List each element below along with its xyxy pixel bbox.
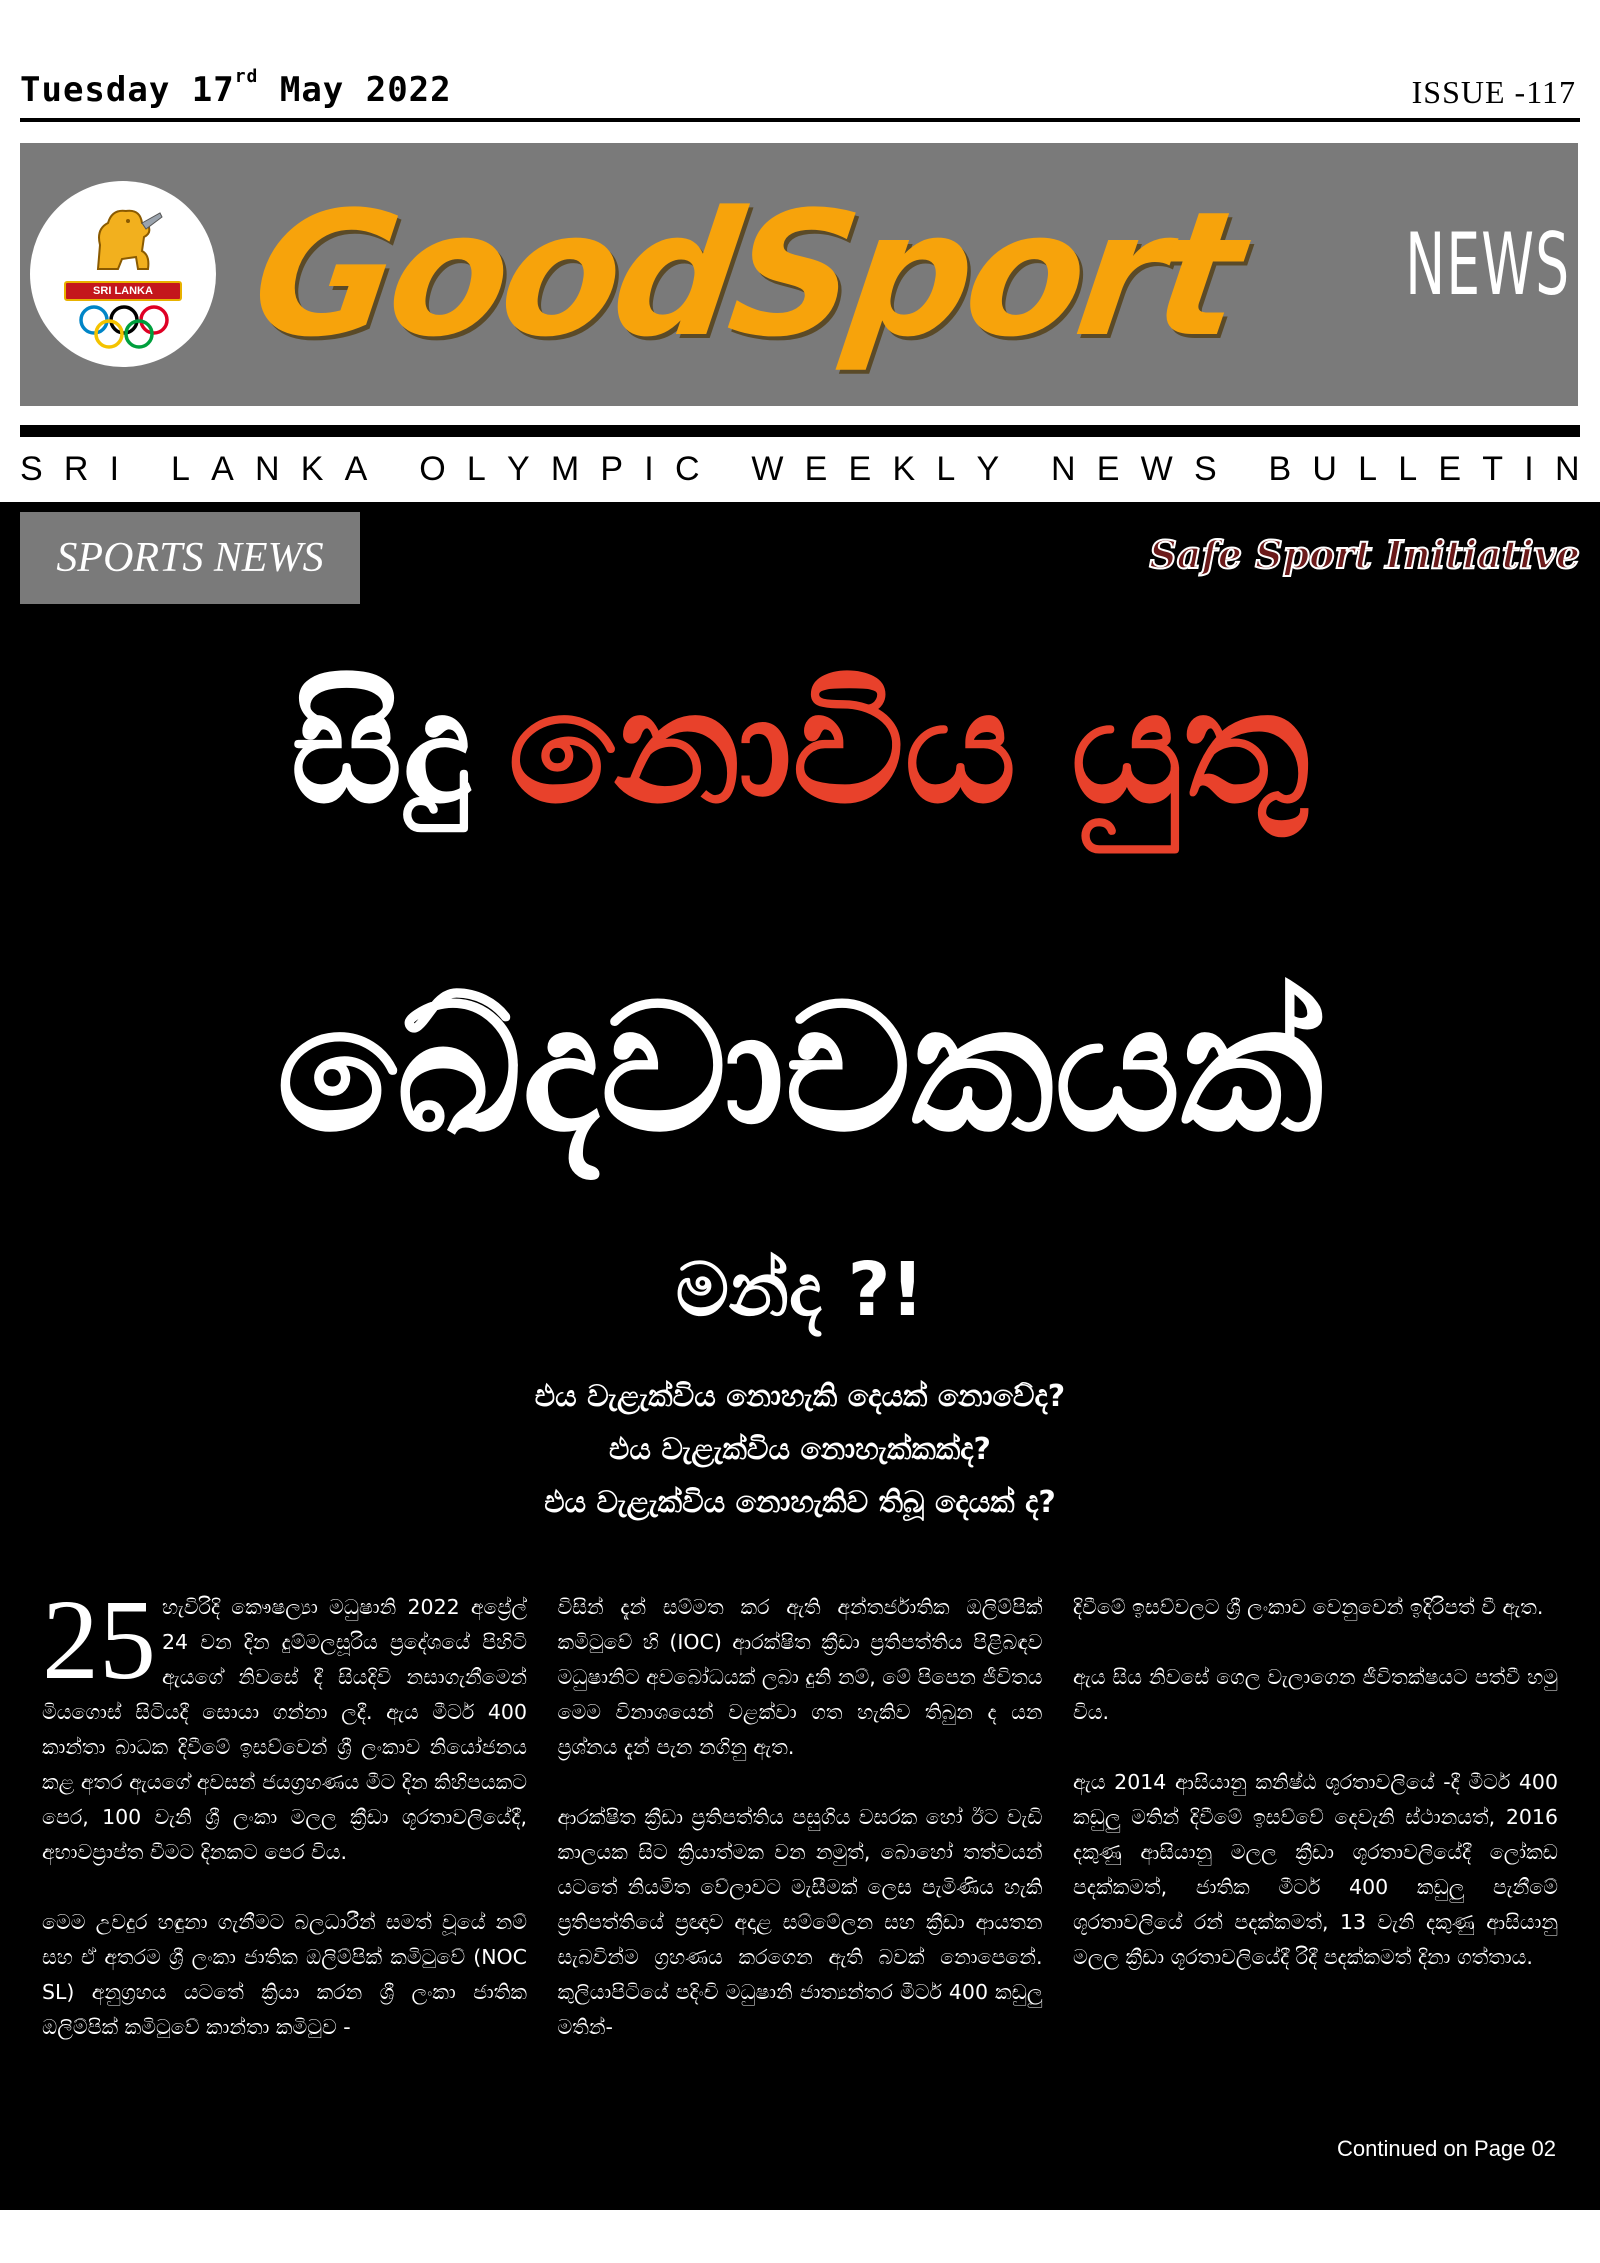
tagline-letter: E: [848, 450, 872, 488]
bottom-margin: [0, 2210, 1600, 2263]
article-paragraph: ඇය සිය නිවසේ ගෙල වැලාගෙන ජීවිතක්ෂයට පත්වී හමු විය.: [1073, 1665, 1558, 1724]
tagline-letter: A: [344, 450, 368, 488]
tagline-letter: [140, 450, 149, 489]
issue-date: [20, 66, 452, 110]
tagline-letter: C: [674, 450, 700, 488]
tagline-letter: [1238, 450, 1247, 489]
tagline-letter: L: [1358, 450, 1378, 488]
tagline-letter: A: [211, 450, 234, 488]
tagline-letter: [721, 450, 730, 489]
tagline-letter: B: [1268, 450, 1292, 488]
tagline-letter: W: [1140, 450, 1173, 488]
headline-white-word: සිදු: [290, 656, 472, 838]
tagline-letter: T: [1482, 450, 1504, 488]
article-paragraph: දිවීමේ ඉසව්වලට ශ්‍රී ලංකාව වෙනුවෙන් ඉදිරිපත් වී ඇත.: [1073, 1595, 1544, 1619]
tagline-letter: L: [1398, 450, 1418, 488]
tagline-letter: E: [1096, 450, 1120, 488]
masthead-rule: [20, 425, 1580, 437]
article-paragraph: ආරක්ෂිත ක්‍රීඩා ප්‍රතිපත්තිය පසුගිය වසරක හෝ ඊට වැඩි කාලයක සිට ක්‍රියාත්මක වන නමුත්, බොහෝ තත්වයන් යටතේ නියමිත වේලාවට මැසීමක් ලෙස පැමිණිය හැකි ප්‍රතිපත්තියේ ප්‍රඥාව අදාළ සම්මේලන සහ ක්‍රීඩා ආයතන සැබවින්ම ග්‍රහණය කරගෙන ඇති බවක් නොපෙනේ. කුලියාපිටියේ පදිංචි මධුෂානි ජාත්‍යන්තර මීටර් 400 කඩුලු මතින්-: [557, 1805, 1043, 2039]
date-rest: May 2022: [258, 70, 452, 110]
tagline-letter: K: [892, 450, 916, 488]
tagline-letter: W: [751, 450, 784, 488]
tagline-letter: E: [1438, 450, 1462, 488]
subhead-line: එය වැළැක්විය නොහැකිව තිබූ දෙයක් ද?: [544, 1485, 1056, 1520]
tagline-letter: S: [1193, 450, 1217, 488]
continued-link[interactable]: Continued on Page 02: [1337, 2136, 1556, 2161]
dropcap: 25: [42, 1576, 156, 1703]
article-column-1: [42, 1576, 527, 2080]
headline-line-2: ඛේදවාචකයක්: [276, 966, 1324, 1171]
article-column-3: [1073, 1590, 1558, 2080]
paragraph-text: හැවිරිදි කෞෂල්‍යා මධුෂානි 2022 අප්‍රේල් 24 වන දින දුම්මලසූරිය ප්‍රදේශයේ පිහිටි ඇයගේ නිවසේ දී සියදිවි නසාගැනීමෙන් මියගොස් සිටියදී සොයා ගන්නා ලදී. ඇය මීටර් 400 කාන්තා බාධක දිවීමේ ඉසව්වෙන් ශ්‍රී ලංකාව නියෝජනය කළ අතර ඇයගේ අවසන් ජයග්‍රහණය මීට දින කිහිපයකට පෙර, 100 වැනි ශ්‍රී ලංකා මලල ක්‍රීඩා ශූරතාවලියේදී, අභාවප්‍රාප්ත වීමට දිනකට පෙර විය.: [42, 1595, 527, 1864]
tagline-letter: L: [936, 450, 956, 488]
brand-news-label: NEWS: [1404, 215, 1570, 315]
tagline-letter: N: [254, 450, 280, 488]
tagline-letter: I: [1524, 450, 1534, 488]
tagline-letter: I: [109, 450, 120, 488]
tagline-letter: Y: [976, 450, 1000, 488]
tagline-letter: L: [466, 450, 486, 488]
article-column-2: [558, 1590, 1043, 2080]
tagline-letter: M: [550, 450, 580, 488]
lion-icon: [78, 199, 168, 281]
masthead: [20, 143, 1578, 406]
tagline-letter: N: [1554, 450, 1580, 488]
article-paragraph: මෙම උවදුර හඳුනා ගැනීමට බලධාරීන් සමත් වූයේ නම් සහ ඒ අතරම ශ්‍රී ලංකා ජාතික ඔලිම්පික් කමිටුවේ (NOC SL) අනුග්‍රහය යටතේ ක්‍රියා කරන ශ්‍රී ලංකා ජාතික ඔලිම්පික් කමිටුවේ කාන්තා කමිටුව -: [42, 1910, 527, 2039]
tagline-letter: K: [300, 450, 324, 488]
tagline-letter: E: [804, 450, 828, 488]
sri-lanka-band: SRI LANKA: [64, 281, 182, 301]
top-rule: [20, 118, 1580, 122]
tagline-letter: P: [600, 450, 624, 488]
tagline: [20, 450, 1580, 489]
subhead-lines: [0, 1370, 1600, 1529]
subhead-line: එය වැළැක්විය නොහැක්කක්ද?: [609, 1432, 991, 1467]
subhead-question: මන්ද ?!: [675, 1247, 925, 1333]
tagline-letter: S: [20, 450, 43, 488]
olympic-rings-icon: [74, 303, 174, 353]
article-columns: [42, 1576, 1558, 2080]
tagline-letter: N: [1051, 450, 1076, 488]
headline-red-words: නොවිය යුතු: [507, 656, 1310, 838]
tagline-letter: [1020, 450, 1029, 489]
section-label: SPORTS NEWS: [20, 512, 360, 604]
headline-line-1: [0, 656, 1600, 838]
subhead-line: එය වැළැක්විය නොහැකි දෙයක් නොවේද?: [534, 1379, 1066, 1414]
date-suffix: rd: [234, 66, 259, 87]
issue-number: ISSUE -117: [1411, 74, 1576, 110]
feature-article: [0, 502, 1600, 2210]
olympic-committee-logo: [30, 181, 216, 367]
article-paragraph: ඇය 2014 ආසියානු කනිෂ්ඨ ශූරතාවලියේ -දී මීටර් 400 කඩුලු මතින් දිවීමේ ඉසව්වේ දෙවැනි ස්ථානයත්, 2016 දකුණු ආසියානු මලල ක්‍රීඩා ශූරතාවලියේදී ලෝකඩ පදක්කමත්, ජාතික මීටර් 400 කඩුලු පැනීමේ ශූරතාවලියේ රන් පදක්කමත්, 13 වැනි දකුණු ආසියානු මලල ක්‍රීඩා ශූරතාවලියේදී රිදී පදක්කමත් දිනා ගත්තාය.: [1073, 1770, 1558, 1969]
tagline-letter: R: [63, 450, 89, 488]
tagline-letter: I: [644, 450, 654, 488]
brand-title: GoodSport: [241, 174, 1249, 375]
article-paragraph: විසින් දැන් සම්මත කර ඇති අන්තර්ජාතික ඔලිම්පික් කමිටුවේ හි (IOC) ආරක්ෂිත ක්‍රීඩා ප්‍රතිපත්තිය පිළිබඳව මධුෂානිට අවබෝධයක් ලබා දුනි නම්, මේ පිපෙන ජීවිතය මෙම විනාශයෙන් වළක්වා ගත හැකිව තිබුන ද යන ප්‍රශ්නය දැන් පැන නගිනු ඇත.: [557, 1595, 1043, 1759]
tagline-letter: U: [1312, 450, 1337, 488]
tagline-letter: Y: [506, 450, 530, 488]
date-day: Tuesday 17: [20, 70, 235, 110]
tagline-letter: [389, 450, 398, 489]
tagline-letter: L: [170, 450, 190, 488]
initiative-label: Safe Sport Initiative: [1149, 532, 1580, 577]
article-paragraph: [42, 1576, 527, 1870]
tagline-letter: O: [419, 450, 446, 488]
